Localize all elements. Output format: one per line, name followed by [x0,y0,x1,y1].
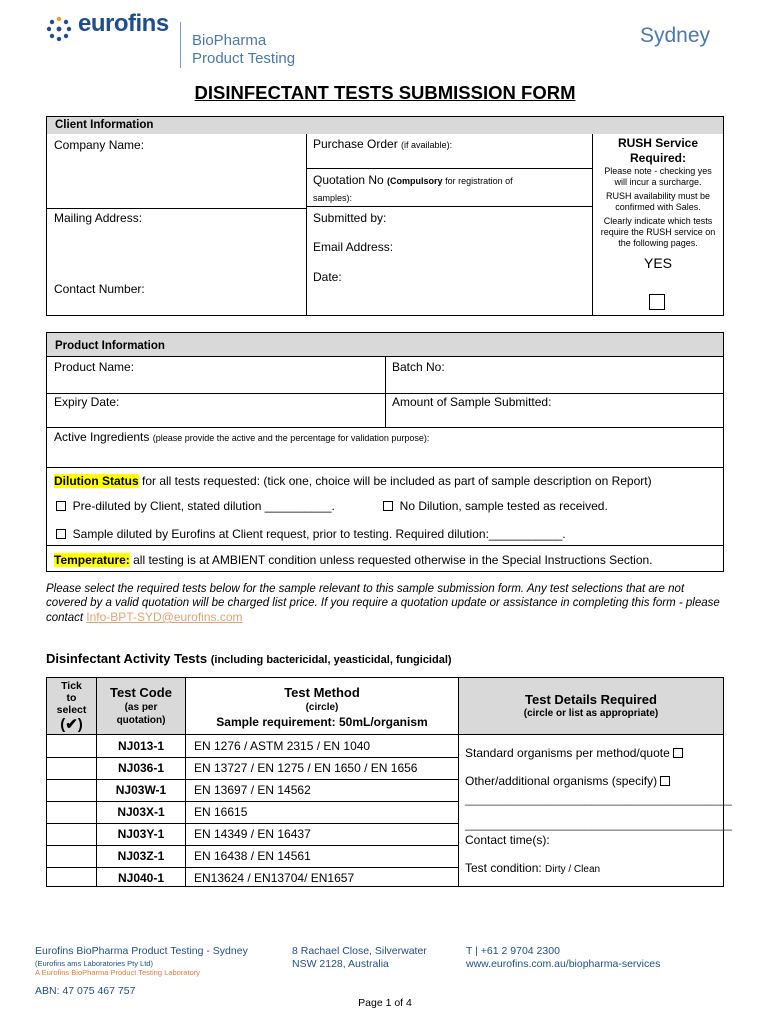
divider [46,757,459,758]
location-label: Sydney [640,24,711,47]
product-info-header: Product Information [47,333,723,357]
purchase-order-field[interactable]: Purchase Order (if available): [313,137,453,151]
divider [46,427,724,428]
divider [306,134,307,316]
prediluted-checkbox[interactable] [56,501,66,511]
contact-time-field[interactable]: Contact time(s): [465,833,550,847]
col-header-details: Test Details Required (circle or list as appropriate) [523,692,659,719]
test-condition-field[interactable]: Test condition: Dirty / Clean [465,861,601,875]
divider [46,801,459,802]
test-method[interactable]: EN 16438 / EN 14561 [194,849,311,863]
contact-email-link[interactable]: Info-BPT-SYD@eurofins.com [86,610,243,624]
selection-notice: Please select the required tests below for the sample relevant to this sample submission form. Any test selections that are not covered by a valid quotation will be charged list price. If you require a quotation update or assistance in completing this form - please contact Info-BPT-SYD@eurofins.com [46,583,720,624]
divider [46,845,459,846]
quotation-no-field[interactable]: Quotation No (Compulsory for registration of samples): [313,173,513,203]
test-code: NJ03W-1 [115,783,167,797]
test-code: NJ03X-1 [117,805,165,819]
page-title: DISINFECTANT TESTS SUBMISSION FORM [194,82,576,103]
logo-text: eurofins [78,10,169,37]
page-number: Page 1 of 4 [358,997,412,1009]
amount-submitted-field[interactable]: Amount of Sample Submitted: [392,395,552,409]
divider [46,208,306,209]
tick-select-cell[interactable] [47,867,96,889]
tick-select-cell[interactable] [47,779,96,801]
date-field[interactable]: Date: [313,270,342,284]
divider [46,734,724,735]
division-name: BioPharma Product Testing [192,32,296,67]
divider [306,168,592,169]
no-dilution-checkbox[interactable] [383,501,393,511]
option-no-dilution[interactable]: No Dilution, sample tested as received. [383,499,608,513]
divider [46,867,459,868]
tick-select-cell[interactable] [47,801,96,823]
test-code: NJ036-1 [117,761,165,775]
tests-heading: Disinfectant Activity Tests (including bactericidal, yeasticidal, fungicidal) [46,651,452,666]
footer-company: Eurofins BioPharma Product Testing - Sydney (Eurofins ams Laboratories Pty Ltd) A Eurofins BioPharma Product Testing Laboratory [35,945,248,977]
other-organisms-checkbox[interactable] [660,776,670,786]
test-code: NJ03Z-1 [117,849,165,863]
contact-number-field[interactable]: Contact Number: [54,282,145,296]
option-eurofins-dilution[interactable]: Sample diluted by Eurofins at Client request, prior to testing. Required dilution:___________. [56,527,566,541]
footer-website-link[interactable]: www.eurofins.com.au/biopharma-services [466,958,661,970]
other-organisms-line[interactable]: ________________________________________ [465,817,732,831]
eurofins-logo-icon [46,16,72,42]
other-organisms-line[interactable]: ________________________________________ [465,792,732,806]
temperature-text: Temperature: all testing is at AMBIENT condition unless requested otherwise in the Special Instructions Section. [54,553,653,567]
company-name-field[interactable]: Company Name: [54,138,145,152]
footer-address: 8 Rachael Close, Silverwater NSW 2128, Australia [292,945,427,970]
standard-organisms-checkbox[interactable] [673,748,683,758]
expiry-date-field[interactable]: Expiry Date: [54,395,120,409]
product-name-field[interactable]: Product Name: [54,360,135,374]
test-method[interactable]: EN 14349 / EN 16437 [194,827,311,841]
test-method[interactable]: EN 13727 / EN 1275 / EN 1650 / EN 1656 [194,761,418,775]
active-ingredients-field[interactable]: Active Ingredients (please provide the active and the percentage for validation purpose): [54,430,430,444]
divider [46,545,724,546]
rush-yes-label: YES [643,255,672,271]
divider [46,823,459,824]
detail-other-organisms[interactable]: Other/additional organisms (specify) [465,774,670,788]
submitted-by-field[interactable]: Submitted by: [313,211,387,225]
rush-yes-checkbox[interactable] [649,294,665,310]
test-code: NJ013-1 [117,739,165,753]
divider [306,206,592,207]
header-divider [180,22,181,68]
test-code: NJ040-1 [117,871,165,885]
divider [46,467,724,468]
option-prediluted[interactable]: Pre-diluted by Client, stated dilution __________. [56,499,335,513]
detail-standard-organisms[interactable]: Standard organisms per method/quote [465,746,683,760]
col-header-method: Test Method (circle) Sample requirement: 50mL/organism [216,685,428,729]
tick-select-cell[interactable] [47,735,96,757]
divider [46,779,459,780]
col-header-code: Test Code (as per quotation) [110,685,172,726]
test-method[interactable]: EN13624 / EN13704/ EN1657 [194,871,355,885]
tick-select-cell[interactable] [47,757,96,779]
batch-no-field[interactable]: Batch No: [392,360,445,374]
mailing-address-field[interactable]: Mailing Address: [54,211,143,225]
tick-select-cell[interactable] [47,823,96,845]
footer-abn: ABN: 47 075 467 757 [35,985,136,997]
test-method[interactable]: EN 16615 [194,805,248,819]
rush-service-panel: RUSH Service Required: Please note - checking yes will incur a surcharge. RUSH availability must be confirmed with Sales. Clearly indicate which tests require the RUSH service on the following pages. YES [593,136,723,271]
tick-select-cell[interactable] [47,845,96,867]
email-address-field[interactable]: Email Address: [313,240,394,254]
dilution-status-text: Dilution Status for all tests requested: (tick one, choice will be included as part of sample description on Report) [54,474,652,488]
client-info-header: Client Information [47,117,723,134]
test-method[interactable]: EN 1276 / ASTM 2315 / EN 1040 [194,739,371,753]
footer-contact: T | +61 2 9704 2300 www.eurofins.com.au/biopharma-services [466,945,661,970]
test-method[interactable]: EN 13697 / EN 14562 [194,783,311,797]
test-code: NJ03Y-1 [117,827,165,841]
col-header-tick: Tick to select (✔) [56,680,87,733]
eurofins-dilution-checkbox[interactable] [56,529,66,539]
divider [385,357,386,427]
